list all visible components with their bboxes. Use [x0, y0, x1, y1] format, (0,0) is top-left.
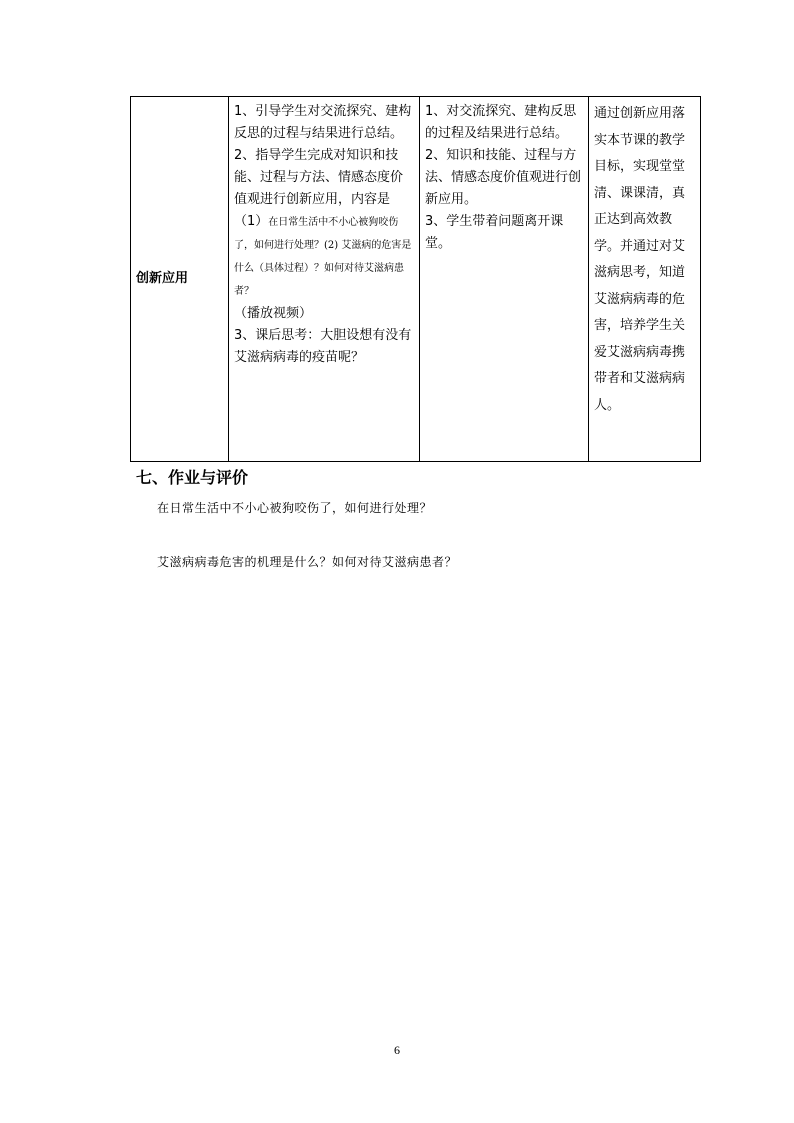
teacher-video-note: （播放视频） — [234, 306, 313, 321]
homework-question-1: 在日常生活中不小心被狗咬伤了，如何进行处理？ — [157, 501, 433, 515]
lesson-table — [130, 96, 701, 462]
page-number: 6 — [394, 1043, 400, 1057]
design-intent-cell: 通过创新应用落实本节课的教学目标，实现堂堂清、课课清，真正达到高效教学。并通过对艾滋病思考，知道艾滋病病毒的危害，培养学生关爱艾滋病病毒携带者和艾滋病病人。 — [589, 97, 701, 462]
section-title: 七、作业与评价 — [136, 468, 249, 487]
teacher-activity-cell — [229, 97, 420, 462]
student-activity-cell — [420, 97, 589, 462]
teacher-item-3: 3、课后思考：大胆设想有没有艾滋病病毒的疫苗呢？ — [234, 328, 412, 365]
teacher-item-2-text: 2、指导学生完成对知识和技能、过程与方法、情感态度价值观进行创新应用，内容是（1） — [234, 148, 404, 229]
student-item-1: 1、对交流探究、建构反思的过程及结果进行总结。 — [425, 104, 577, 141]
student-item-3: 3、学生带着问题离开课堂。 — [425, 214, 564, 251]
student-item-2: 2、知识和技能、过程与方法、情感态度价值观进行创新应用。 — [425, 148, 582, 207]
table-row — [131, 97, 701, 462]
teacher-item-2 — [234, 145, 414, 303]
homework-question-2: 艾滋病病毒危害的机理是什么？如何对待艾滋病患者？ — [157, 555, 458, 569]
teacher-item-2-questions: 在日常生活中不小心被狗咬伤了，如何进行处理？(2) 艾滋病的危害是什么（具体过程）？如何对待艾滋病患者？ — [234, 217, 412, 297]
stage-cell: 创新应用 — [131, 97, 229, 462]
teacher-item-1: 1、引导学生对交流探究、建构反思的过程与结果进行总结。 — [234, 104, 412, 141]
